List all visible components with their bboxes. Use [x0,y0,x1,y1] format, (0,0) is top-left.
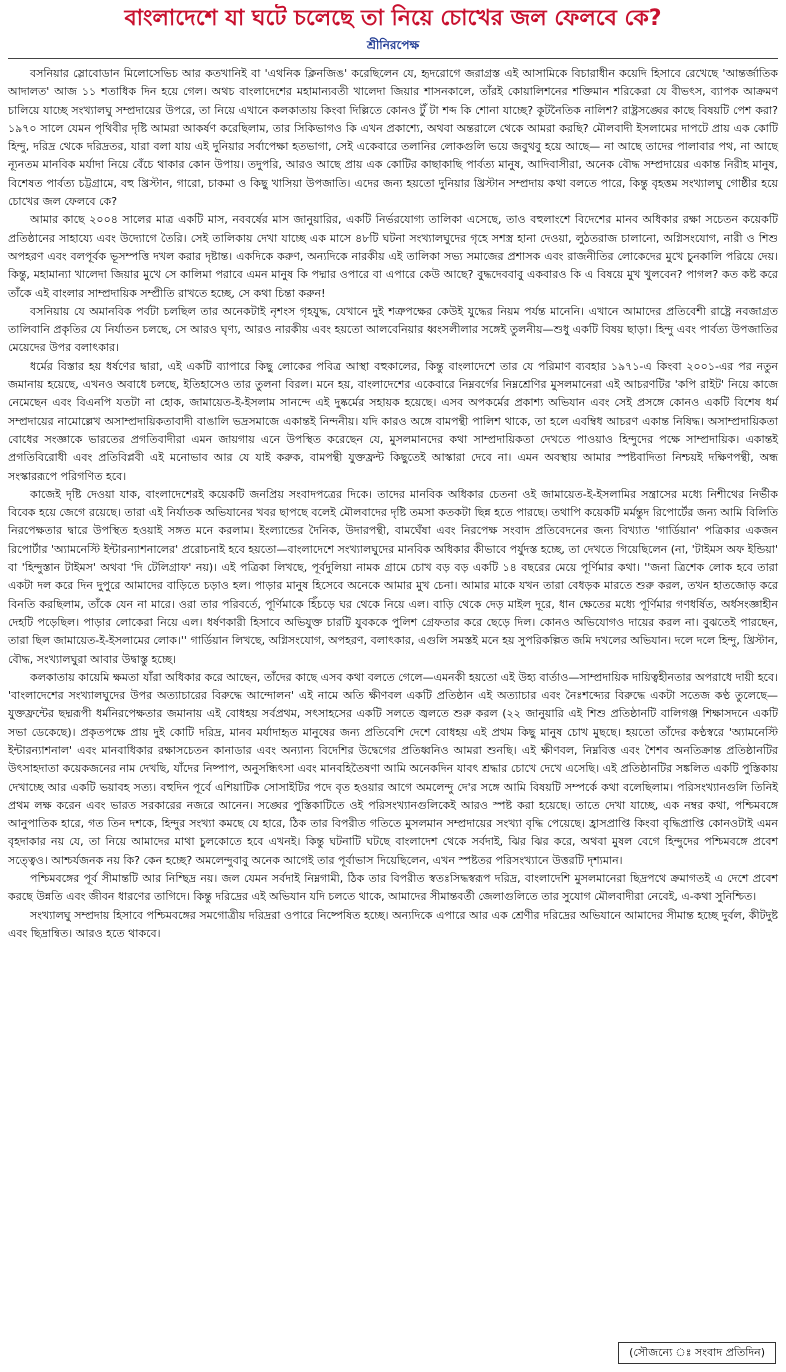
article-paragraph-5: কাজেই দৃষ্টি দেওয়া যাক, বাংলাদেশেরই কয়েকটি জনপ্রিয় সংবাদপত্রের দিকে। তাদের মানবিক অধিকার চেতনা ওই জামায়েত-ই-ইসলামির সন্ত্রাসের মধ্যে নিশীথের নির্ভীক বিবেক হয়ে জেগে রয়েছে। তারা এই নির্যাতক অভিযানের খবর ছাপছে বলেই মৌলবাদের দৃষ্টি তমসা কতকটা ছিন্ন হতে পারছে। তথাপি কয়েকটি মর্মন্তুদ রিপোর্টের জন্য আমি বিলিতি নিরপেক্ষতার দ্বারে উপস্থিত হওয়াই সঙ্গত মনে করলাম। ইংল্যান্ডের দৈনিক, উদারপন্থী, বামঘেঁষা এবং নিরপেক্ষ সংবাদ প্রতিবেদনের জন্য বিখ্যাত 'গার্ডিয়ান' পত্রিকার একজন রিপোর্টার 'অ্যামনেস্টি ইন্টারন্যাশনালের' প্ররোচনাই হবে হয়তো—বাংলাদেশে সংখ্যালঘুদের মানবিক অধিকার কীভাবে পর্যুদস্ত হচ্ছে, তা দেখতে গিয়েছিলেন (না, 'টাইমস অফ ইন্ডিয়া' বা 'হিন্দুস্তান টাইমস' অথবা 'দি টেলিগ্রাফ' নয়)। এই পত্রিকা লিখছে, পূর্বদুলিয়া নামক গ্রামে চোখ বড় বড় একটি ১৪ বছরের মেয়ে পূর্ণিমার কথা। ''জনা ত্রিশেক লোক হবে তারা একটা দল করে দিন দুপুরে আমাদের বাড়িতে চড়াও হল। পাড়ার মানুষ হিসেবে অনেকে আমার মুখ চেনা। আমার মাকে যখন তারা বেধড়ক মারতে শুরু করল, তখন হাতজোড় করে বিনতি করছিলাম, তাঁকে যেন না মারে। ওরা তার পরিবর্তে, পূর্ণিমাকে হিঁচড়ে ঘর থেকে নিয়ে এল। বাড়ি থেকে দেড় মাইল দূরে, ধান ক্ষেতের মধ্যে পূর্ণিমার গণধর্ষিত, অর্ধসংজ্ঞাহীন দেহটি পড়েছিল। পাড়ার লোকেরা নিয়ে এল। ধর্ষণকারী হিসাবে অভিযুক্ত চারটি যুবককে পুলিশ গ্রেফতার করে ছেড়ে দিল। কোনও অভিযোগও দায়ের করল না। বুঝতেই পারছেন, তারা ছিল জামায়েত-ই-ইসলামের লোক।'' গার্ডিয়ান লিখছে, অগ্নিসংযোগ, অপহরণ, বলাৎকার, এগুলি সমস্তই মনে হয় সুপরিকল্পিত জমি দখলের অভিযান। দলে দলে হিন্দু, খ্রিস্টান, বৌদ্ধ, সংখ্যালঘুরা আবার উদ্বাস্তু হচ্ছে। [8,487,778,666]
credit-row [618,1341,776,1364]
article-paragraph-1: বসনিয়ার স্লোবোডান মিলোসেভিচ আর কতখানিই বা 'এথনিক ক্লিনজিঙ' করেছিলেন যে, হৃদরোগে জরাগ্রস্ত এই আসামিকে বিচারাধীন কয়েদি হিসাবে রেখেছে 'আন্তর্জাতিক আদালত' আজ ১১ শতাধিক দিন হয়ে গেল। অথচ বাংলাদেশের মহামান্যবতী খালেদা জিয়ার শাসনকালে, তাঁরই কোয়ালিশনের শক্তিমান শরিকেরা যে বীভৎস, ব্যাপক আক্রমণ চালিয়ে যাচ্ছে সংখ্যালঘু সম্প্রদায়ের উপরে, তা নিয়ে এখানে কলকাতায় কিংবা দিল্লিতে কোনও টুঁ টা শব্দ কি শোনা যাচ্ছে? কূটনৈতিক নালিশ? রাষ্ট্রসঙ্ঘের কাছে বিষয়টি পেশ করা? ১৯৭০ সালে যেমন পৃথিবীর দৃষ্টি আমরা আকর্ষণ করেছিলাম, তার সিকিভাগও কি এখন প্রকাশ্যে, অথবা অন্তরালে থেকে আমরা করছি? মৌলবাদী ইসলামের দাপটে প্রায় এক কোটি হিন্দু, দরিদ্র থেকে দরিদ্রতর, যারা বলা যায় এই দুনিয়ার সর্বাপেক্ষা হতভাগা, সেই একেবারে তলানির লোকগুলি ভয়ে জবুথবু হয়ে আছে— না আছে তাদের পালাবার পথ, না আছে ন্যূনতম মানবিক মর্যাদা নিয়ে বেঁচে থাকার কোন উপায়। তদুপরি, আরও আছে প্রায় এক কোটির কাছাকাছি পার্বত্য মানুষ, আদিবাসীরা, অনেক বৌদ্ধ সম্প্রদায়ের একান্ত নিরীহ মানুষ, বিশেষত পার্বত্য চট্টগ্রামে, বহু খ্রিস্টান, গারো, চাকমা ও কিছু খাসিয়া উপজাতি। এদের জন্য হয়তো দুনিয়ার খ্রিস্টান সম্প্রদায় কথা বলতে পারে, কিন্তু বৃহত্তম সংখ্যালঘু গোষ্ঠীর হয়ে চোখের জল ফেলবে কে? [8,67,778,209]
article-paragraph-3: বসনিয়ায় যে অমানবিক পর্বটা চলছিল তার অনেকটাই নৃশংস গৃহযুদ্ধ, যেখানে দুই শত্রুপক্ষের কেউই যুদ্ধের নিয়ম পর্যন্ত মানেনি। এখানে আমাদের প্রতিবেশী রাষ্ট্রে নবজাগ্রত তালিবানি প্রকৃতির যে নির্যাতন চলছে, সে আরও ঘৃণ্য, আরও নারকীয় এবং হয়তো আলবেনিয়ার ধ্বংসলীলার সঙ্গেই তুলনীয়—শুধু একটি বিষয় ছাড়া। হিন্দু এবং পার্বত্য উপজাতির মেয়েদের উপর বলাৎকার। [8,304,778,355]
title-divider [8,58,778,59]
article-body [8,65,778,943]
article-title: বাংলাদেশে যা ঘটে চলেছে তা নিয়ে চোখের জল ফেলবে কে? [124,6,662,31]
article-paragraph-2: আমার কাছে ২০০৪ সালের মাত্র একটি মাস, নববর্ষের মাস জানুয়ারির, একটি নির্ভরযোগ্য তালিকা এসেছে, তাও বহুলাংশে বিদেশের মানব অধিকার রক্ষা সচেতন কয়েকটি প্রতিষ্ঠানের সাহায্যে এবং উদ্যোগে তৈরি। সেই তালিকায় দেখা যাচ্ছে এক মাসে ৪৮টি ঘটনা সংখ্যালঘুদের গৃহে সশস্ত্র হানা দেওয়া, লুঠতরাজ চালানো, অগ্নিসংযোগ, নারী ও শিশু অপহরণ এবং বলপূর্বক ভূসম্পত্তি দখল করার দৃষ্টান্ত। একদিকে করুণ, অন্যদিকে নারকীয় এই তালিকা সভ্য সমাজের প্রশাসক এবং রাজনীতির লোকেদের মুখে চুনকালি পরিয়ে দেয়। কিন্তু, মহামান্যা খালেদা জিয়ার মুখে সে কালিমা পরাবে এমন মানুষ কি পদ্মার ওপারে বা এপারে কেউ আছে? বুদ্ধদেববাবু একবারও কি এ বিষয়ে মুখ খুলবেন? পাগল? কত কষ্ট করে তাঁকে এই বাংলার সাম্প্রদায়িক সম্প্রীতি রাখতে হচ্ছে, সে কথা চিন্তা করুন! [8,213,778,300]
source-credit: (সৌজন্যে ঃ সংবাদ প্রতিদিন) [618,1342,776,1364]
article-paragraph-7: পশ্চিমবঙ্গের পূর্ব সীমান্তটি আর নিশ্ছিদ্র নয়। জল যেমন সর্বদাই নিম্নগামী, ঠিক তার বিপরীত স্বতঃসিদ্ধস্বরূপ দরিদ্র, বাংলাদেশি মুসলমানেরা ছিদ্রপথে ক্রমাগতই এ দেশে প্রবেশ করছে উন্নতি এবং জীবন ধারণের তাগিদে। কিন্তু দরিদ্রের এই অভিযান যদি চলতে থাকে, আমাদের সীমান্তবর্তী জেলাগুলিতে তার সুযোগ মৌলবাদীরা নেবেই, এ-কথা সুনিশ্চিত। [8,872,778,904]
article-paragraph-8: সংখ্যালঘু সম্প্রদায় হিসাবে পশ্চিমবঙ্গের সমগোত্রীয় দরিদ্ররা ওপারে নিষ্পেষিত হচ্ছে। অন্যদিকে এপারে আর এক শ্রেণীর দরিদ্রের অভিযানে আমাদের সীমান্ত হচ্ছে দুর্বল, কীটদুষ্ট এবং ছিদ্রান্বিত। আরও হতে থাকবে। [8,908,778,940]
article-paragraph-6: কলকাতায় কায়েমি ক্ষমতা যাঁরা অধিকার করে আছেন, তাঁদের কাছে এসব কথা বলতে গেলে—এমনকী হয়তো এই উহ্য বার্তাও—সাম্প্রদায়িক দায়িত্বহীনতার অপরাধে দায়ী হবে। 'বাংলাদেশের সংখ্যালঘুদের উপর অত্যাচারের বিরুদ্ধে আন্দোলন' এই নামে অতি ক্ষীণবল একটি প্রতিষ্ঠান এই অত্যাচার এবং নৈঃশব্দ্যের বিরুদ্ধে একটা সতেজ কণ্ঠ তুলেছে—যুক্তফ্রন্টের ছদ্মরূপী ধর্মনিরপেক্ষতার জমানায় এই বোধহয় সর্বপ্রথম, সৎসাহসের একটি সলতে জ্বলতে শুরু করল (২২ জানুয়ারি এই শিশু প্রতিষ্ঠানটি বালিগঞ্জ শিক্ষাসদনে একটি সভা ডেকেছে)। প্রকৃতপক্ষে প্রায় দুই কোটি দরিদ্র, মানব মর্যাদাহৃত মানুষের জন্য প্রতিবেশি দেশে বোধহয় এই প্রথম কিছু মানুষ চোখ মুছছে। হয়তো তাঁদের কণ্ঠস্বরে 'অ্যামনেস্টি ইন্টারন্যাশনাল' এবং মানবাধিকার রক্ষাসচেতন কানাডার এবং অন্যান্য বিদেশির উদ্বেগের প্রতিধ্বনিও আমরা শুনছি। এই ক্ষীণবল, নিম্নবিত্ত এবং শৈশব অনতিক্রান্ত প্রতিষ্ঠানটির উৎসাহদাতা কয়েকজনের নাম দেখছি, যাঁদের নিষ্পাপ, অনুসন্ধিৎসা এবং মানবহিতৈষণা আমি অনেকদিন যাবৎ শ্রদ্ধার চোখে দেখে এসেছি। এই প্রতিষ্ঠানটির সঙ্কলিত একটি পুস্তিকায় দেখাচ্ছে আর একটি ভয়াবহ সত্য। বহুদিন পূর্বে এশিয়াটিক সোসাইটির পদে বৃত হওয়ার আগে অমলেন্দু দে'র সঙ্গে আমি বিষয়টি সম্পর্কে কথা বলেছিলাম। পরিসংখ্যানগুলি তিনিই প্রথম লক্ষ করেন এবং ভারত সরকারের নজরে আনেন। সঙ্ঘের পুস্তিকাটিতে ওই পরিসংখ্যানগুলিকেই আরও স্পষ্ট করা হয়েছে। তাতে দেখা যাচ্ছে, এক নম্বর কথা, পশ্চিমবঙ্গে আনুপাতিক হারে, গত তিন দশকে, হিন্দুর সংখ্যা কমছে যে হারে, ঠিক তার বিপরীত গতিতে মুসলমান সম্প্রদায়ের সংখ্যা বৃদ্ধি পেয়েছে। হ্রাসপ্রাপ্তি কিংবা বৃদ্ধিপ্রাপ্তি কোনওটাই এমন বৃহদাকার নয় যে, তা নিয়ে আমাদের মাথা চুলকোতে হবে এখনই। কিন্তু ঘটনাটি ঘটছে বাংলাদেশ থেকে সর্বদাই, ঝির ঝির করে, অথবা মুষল বেগে হিন্দুদের পশ্চিমবঙ্গে প্রবেশ সত্ত্বেও। আশ্চর্যজনক নয় কি? কেন হচ্ছে? অমলেন্দুবাবু অনেক আগেই তার পূর্বাভাস দিয়েছিলেন, এখন স্পষ্টতর পরিসংখ্যানে উত্তরটি দৃশ্যমান। [8,670,778,867]
article-paragraph-4: ধর্মের বিস্তার হয় ধর্ষণের দ্বারা, এই একটি ব্যাপারে কিছু লোকের পবিত্র আস্থা বহুকালের, কিন্তু বাংলাদেশে তার যে পরিমাণ ব্যবহার ১৯৭১-এ কিংবা ২০০১-এর পর নতুন জমানায় হয়েছে, এখনও অবাধে চলছে, ইতিহাসেও তার তুলনা বিরল। মনে হয়, বাংলাদেশের একেবারে নিম্নবর্গের নিম্নশ্রেণির মুসলমানেরা এই আচরণটির 'কপি রাইট' নিয়ে কাজে নেমেছেন এবং বিএনপি যতটা না হোক, জামায়েত-ই-ইসলাম সানন্দে এই দুষ্কর্মের সহায়ক হয়েছে। এসব অপকর্মের প্রকাশ্য অভিযান এবং সেই প্রসঙ্গে কোনও একটি বিশেষ ধর্ম সম্প্রদায়ের নামোল্লেখ অসাম্প্রদায়িকতাবাদী বাঙালি ভদ্রসমাজে একান্তই নিন্দনীয়। যদি কারও অঙ্গে বামপন্থী পালিশ থাকে, তা হলে এবম্বিধ আচরণ একান্ত নিষিদ্ধ। অসাম্প্রদায়িকতা বোধের সংজ্ঞাকে ভারতের প্রগতিবাদীরা এমন জায়গায় এনে উপস্থিত করেছেন যে, মুসলমানদের কথা সাম্প্রদায়িকতা দেখতে পাওয়াও হিন্দুদের পক্ষে সাম্প্রদায়িক। একান্তই প্রগতিবিরোধী এবং প্রতিবিপ্লবী এই মনোভাব আর যে যাই করুক, বামপন্থী যুক্তফ্রন্ট কিছুতেই আস্কারা দেবে না। এমন অবস্থায় আমার স্পষ্টবাদিতা নিশ্চয়ই দক্ষিণপন্থী, অন্ধ সংস্কাররূপে পরিগণিত হবে। [8,359,778,483]
article-byline: শ্রীনিরপেক্ষ [366,38,420,52]
